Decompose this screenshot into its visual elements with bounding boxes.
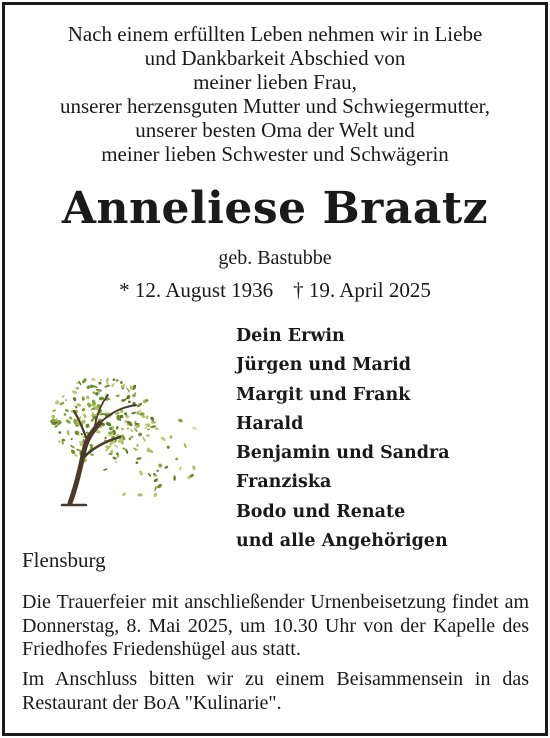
tree-leaf xyxy=(146,434,150,438)
tree-leaf xyxy=(175,457,179,461)
birth-date: * 12. August 1936 xyxy=(119,278,274,302)
tree-leaf xyxy=(138,410,141,412)
tree-leaf xyxy=(136,402,143,408)
mourner-name: Dein Erwin xyxy=(236,326,345,346)
tree-leaf xyxy=(72,397,77,402)
tree-leaf xyxy=(112,378,116,381)
tree-leaf xyxy=(173,475,175,481)
tree-leaf xyxy=(169,435,173,439)
tree-leaf xyxy=(99,379,102,382)
tree-leaf xyxy=(54,399,60,405)
tree-leaf xyxy=(136,426,138,428)
tree-leaf xyxy=(128,400,131,403)
tree-leaf xyxy=(166,445,170,449)
tree-leaf xyxy=(112,456,117,460)
tree-leaf xyxy=(74,405,77,409)
tree-leaf xyxy=(51,415,55,419)
tree-leaf xyxy=(153,478,159,483)
death-date: † 19. April 2025 xyxy=(293,278,431,302)
mourner-name: Harald xyxy=(236,413,304,434)
tree-leaf xyxy=(61,394,65,398)
tree-leaf xyxy=(66,430,70,436)
tree-leaf xyxy=(136,443,140,447)
tree-leaf xyxy=(125,448,129,454)
tree-leaf xyxy=(70,444,76,449)
tree-leaf xyxy=(115,379,119,383)
tree-leaf xyxy=(154,427,159,430)
tree-leaf xyxy=(154,485,157,491)
tree-leaf xyxy=(179,466,182,471)
tree-leaf xyxy=(58,431,61,434)
tree-leaf xyxy=(116,394,120,397)
tree-leaf xyxy=(131,411,136,414)
tree-leaf xyxy=(65,419,71,425)
tree-leaf xyxy=(122,447,125,450)
tree-leaf xyxy=(104,384,111,388)
tree-leaf xyxy=(158,463,162,468)
mourner-name: Bodo und Renate xyxy=(236,501,406,522)
tree-leaf xyxy=(115,452,119,456)
funeral-details: Die Trauerfeier mit anschließender Urnenbeisetzung findet am Donnerstag, 8. Mai 2025, um 10.30 Uhr von der Kapelle des Friedhofes Friedenshügel aus statt. xyxy=(22,591,529,660)
mourner-name: und alle Angehörigen xyxy=(236,531,448,552)
life-dates xyxy=(0,277,550,303)
tree-leaf xyxy=(137,493,143,497)
deceased-name: Anneliese Braatz xyxy=(61,183,489,234)
tree-leaf xyxy=(156,483,163,489)
tree-leaf xyxy=(90,418,95,423)
intro-line: meiner lieben Schwester und Schwägerin xyxy=(101,142,449,166)
tree-leaf xyxy=(147,428,150,430)
tree-leaf xyxy=(74,454,78,457)
tree-leaf xyxy=(71,390,77,395)
tree-leaf xyxy=(115,425,119,430)
tree-leaf xyxy=(103,468,108,471)
tree-leaf xyxy=(91,378,96,381)
tree-leaf xyxy=(70,449,76,455)
tree-leaf xyxy=(130,429,134,433)
tree-leaf xyxy=(126,387,131,393)
tree-leaf xyxy=(192,465,196,470)
maiden-name: geb. Bastubbe xyxy=(218,247,332,269)
tree-leaf xyxy=(63,413,66,416)
mourner-name: Margit und Frank xyxy=(236,384,411,405)
tree-leaf xyxy=(90,453,95,456)
tree-leaf xyxy=(58,440,60,443)
intro-text xyxy=(0,22,550,166)
tree-leaf xyxy=(111,383,116,388)
tree-leaf xyxy=(147,473,152,478)
place-name: Flensburg xyxy=(22,548,106,572)
intro-line: meiner lieben Frau, xyxy=(193,70,357,94)
tree-leaf xyxy=(156,469,159,472)
mourners-list xyxy=(236,322,450,556)
tree-leaf xyxy=(144,426,147,429)
tree-leaf xyxy=(81,377,87,384)
tree-leaf xyxy=(115,460,118,463)
tree-leaf xyxy=(70,438,73,441)
tree-leaf xyxy=(108,453,112,455)
tree-leaf xyxy=(183,443,187,449)
tree-leaf xyxy=(151,421,156,425)
tree-leaf xyxy=(153,492,159,498)
tree-leaf xyxy=(65,409,69,413)
tree-leaf xyxy=(122,492,127,497)
tree-leaf xyxy=(83,413,87,418)
tree-leaf xyxy=(106,382,109,385)
tree-leaf xyxy=(138,432,143,437)
tree-leaf xyxy=(75,387,79,390)
windswept-tree-icon xyxy=(40,365,200,510)
tree-leaf xyxy=(135,461,139,464)
tree-leaf xyxy=(164,465,169,469)
tree-leaf xyxy=(177,418,183,423)
tree-leaf xyxy=(104,436,107,439)
tree-leaf xyxy=(136,457,142,461)
tree-leaf xyxy=(69,416,73,420)
mourner-name: Benjamin und Sandra xyxy=(236,443,450,464)
tree-leaf xyxy=(114,444,119,448)
tree-leaf xyxy=(145,415,149,419)
tree-leaf xyxy=(138,470,143,476)
tree-leaf xyxy=(80,432,83,435)
tree-leaf xyxy=(59,401,65,405)
tree-leaf xyxy=(52,409,56,412)
mourner-name: Franziska xyxy=(236,472,332,493)
tree-leaf xyxy=(142,436,146,442)
tree-leaf xyxy=(98,381,101,384)
tree-leaf xyxy=(192,426,197,430)
tree-leaf xyxy=(160,436,166,442)
intro-line: unserer herzensguten Mutter und Schwiegermutter, xyxy=(59,94,491,118)
reception-details: Im Anschluss bitten wir zu einem Beisammensein in das Restaurant der BoA "Kulinarie". xyxy=(22,668,529,714)
tree-leaf xyxy=(126,427,130,431)
tree-leaf xyxy=(81,408,85,412)
intro-line: unserer besten Oma der Welt und xyxy=(135,118,415,142)
tree-leaf xyxy=(105,421,112,427)
tree-leaf xyxy=(120,381,124,385)
tree-leaf xyxy=(105,377,109,383)
intro-line: und Dankbarkeit Abschied von xyxy=(144,46,406,70)
tree-leaf xyxy=(121,427,124,430)
tree-leaf xyxy=(120,415,124,419)
intro-line: Nach einem erfüllten Leben nehmen wir in Liebe xyxy=(67,22,483,46)
tree-leaf xyxy=(86,395,90,399)
tree-leaf xyxy=(64,398,67,401)
mourner-name: Jürgen und Marid xyxy=(236,355,411,376)
